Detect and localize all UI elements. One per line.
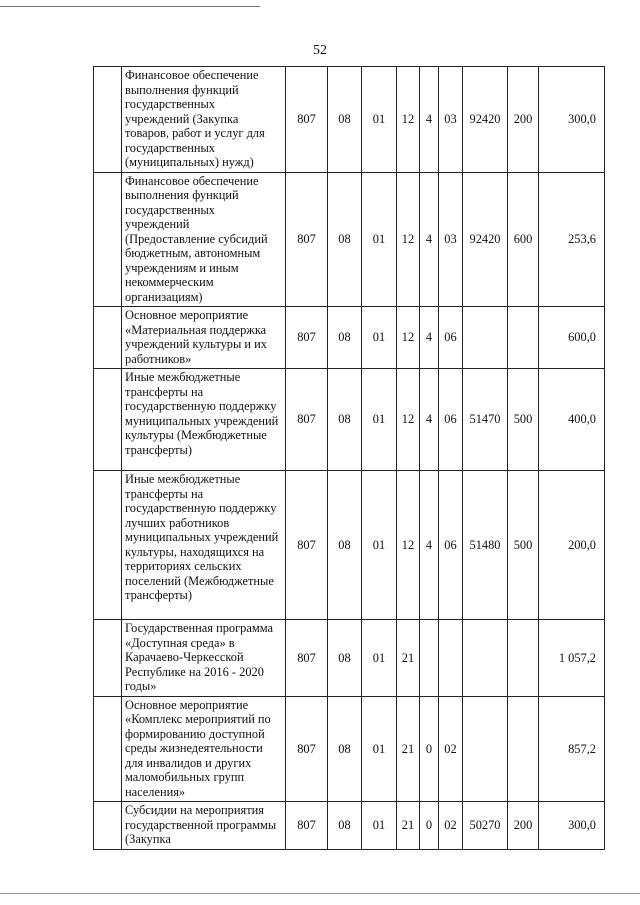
subprogram-code: 4 xyxy=(420,67,439,173)
row-name: Финансовое обеспечение выполнения функций государственных учреждений (Закупка товаров, работ и услуг для государственных (муниципальных) нужд) xyxy=(122,67,286,173)
ministry-code: 807 xyxy=(286,307,328,369)
program-code: 12 xyxy=(397,67,420,173)
row-name: Финансовое обеспечение выполнения функций государственных учреждений (Предоставление субсидий бюджетным, автономным учреждениям и иным некоммерческим организациям) xyxy=(122,172,286,307)
measure-code: 03 xyxy=(439,172,463,307)
row-number-cell xyxy=(94,471,122,620)
row-number-cell xyxy=(94,620,122,697)
expense-type-code: 200 xyxy=(508,802,539,850)
ministry-code: 807 xyxy=(286,471,328,620)
subprogram-code: 4 xyxy=(420,471,439,620)
section-code: 08 xyxy=(328,369,362,471)
table-row xyxy=(94,369,605,471)
subprogram-code: 0 xyxy=(420,802,439,850)
subsection-code: 01 xyxy=(362,369,397,471)
section-code: 08 xyxy=(328,471,362,620)
section-code: 08 xyxy=(328,802,362,850)
direction-code: 50270 xyxy=(463,802,508,850)
ministry-code: 807 xyxy=(286,369,328,471)
row-name: Субсидии на мероприятия государственной программы (Закупка xyxy=(122,802,286,850)
subprogram-code: 0 xyxy=(420,696,439,802)
table-row xyxy=(94,696,605,802)
table-row xyxy=(94,471,605,620)
measure-code: 06 xyxy=(439,307,463,369)
table-row xyxy=(94,67,605,173)
amount-value: 200,0 xyxy=(539,471,605,620)
direction-code: 92420 xyxy=(463,67,508,173)
subprogram-code: 4 xyxy=(420,369,439,471)
ministry-code: 807 xyxy=(286,172,328,307)
direction-code xyxy=(463,307,508,369)
program-code: 12 xyxy=(397,369,420,471)
expense-type-code xyxy=(508,307,539,369)
section-code: 08 xyxy=(328,67,362,173)
subsection-code: 01 xyxy=(362,307,397,369)
amount-value: 857,2 xyxy=(539,696,605,802)
page-number: 52 xyxy=(313,43,327,58)
row-number-cell xyxy=(94,307,122,369)
subsection-code: 01 xyxy=(362,172,397,307)
row-number-cell xyxy=(94,802,122,850)
subprogram-code: 4 xyxy=(420,172,439,307)
direction-code: 51480 xyxy=(463,471,508,620)
table-row xyxy=(94,307,605,369)
program-code: 21 xyxy=(397,802,420,850)
subsection-code: 01 xyxy=(362,696,397,802)
expense-type-code: 600 xyxy=(508,172,539,307)
expense-type-code: 200 xyxy=(508,67,539,173)
program-code: 21 xyxy=(397,696,420,802)
budget-table xyxy=(93,66,605,850)
measure-code: 02 xyxy=(439,802,463,850)
measure-code: 02 xyxy=(439,696,463,802)
amount-value: 400,0 xyxy=(539,369,605,471)
subsection-code: 01 xyxy=(362,620,397,697)
row-name: Государственная программа «Доступная среда» в Карачаево-Черкесской Республике на 2016 - 2020 годы» xyxy=(122,620,286,697)
amount-value: 1 057,2 xyxy=(539,620,605,697)
measure-code xyxy=(439,620,463,697)
ministry-code: 807 xyxy=(286,696,328,802)
program-code: 12 xyxy=(397,471,420,620)
subprogram-code xyxy=(420,620,439,697)
scan-artifact-top xyxy=(0,6,260,7)
subsection-code: 01 xyxy=(362,471,397,620)
ministry-code: 807 xyxy=(286,802,328,850)
expense-type-code: 500 xyxy=(508,369,539,471)
row-name: Основное мероприятие «Комплекс мероприятий по формированию доступной среды жизнедеятельности для инвалидов и других маломобильных групп населения» xyxy=(122,696,286,802)
table-row xyxy=(94,172,605,307)
ministry-code: 807 xyxy=(286,620,328,697)
subprogram-code: 4 xyxy=(420,307,439,369)
program-code: 12 xyxy=(397,172,420,307)
program-code: 12 xyxy=(397,307,420,369)
row-number-cell xyxy=(94,172,122,307)
direction-code: 92420 xyxy=(463,172,508,307)
expense-type-code xyxy=(508,696,539,802)
amount-value: 600,0 xyxy=(539,307,605,369)
amount-value: 300,0 xyxy=(539,67,605,173)
subsection-code: 01 xyxy=(362,802,397,850)
expense-type-code: 500 xyxy=(508,471,539,620)
expense-type-code xyxy=(508,620,539,697)
row-name: Иные межбюджетные трансферты на государственную поддержку муниципальных учреждений культуры (Межбюджетные трансферты) xyxy=(122,369,286,471)
program-code: 21 xyxy=(397,620,420,697)
ministry-code: 807 xyxy=(286,67,328,173)
table-row xyxy=(94,802,605,850)
row-number-cell xyxy=(94,696,122,802)
section-code: 08 xyxy=(328,696,362,802)
direction-code: 51470 xyxy=(463,369,508,471)
row-number-cell xyxy=(94,67,122,173)
direction-code xyxy=(463,620,508,697)
measure-code: 06 xyxy=(439,471,463,620)
section-code: 08 xyxy=(328,620,362,697)
section-code: 08 xyxy=(328,307,362,369)
row-number-cell xyxy=(94,369,122,471)
row-name: Иные межбюджетные трансферты на государственную поддержку лучших работников муниципальных учреждений культуры, находящихся на территориях сельских поселений (Межбюджетные трансферты) xyxy=(122,471,286,620)
scan-artifact-bottom xyxy=(0,893,640,894)
row-name: Основное мероприятие «Материальная поддержка учреждений культуры и их работников» xyxy=(122,307,286,369)
amount-value: 300,0 xyxy=(539,802,605,850)
table-body xyxy=(94,67,605,850)
measure-code: 03 xyxy=(439,67,463,173)
subsection-code: 01 xyxy=(362,67,397,173)
section-code: 08 xyxy=(328,172,362,307)
table-row xyxy=(94,620,605,697)
amount-value: 253,6 xyxy=(539,172,605,307)
measure-code: 06 xyxy=(439,369,463,471)
direction-code xyxy=(463,696,508,802)
